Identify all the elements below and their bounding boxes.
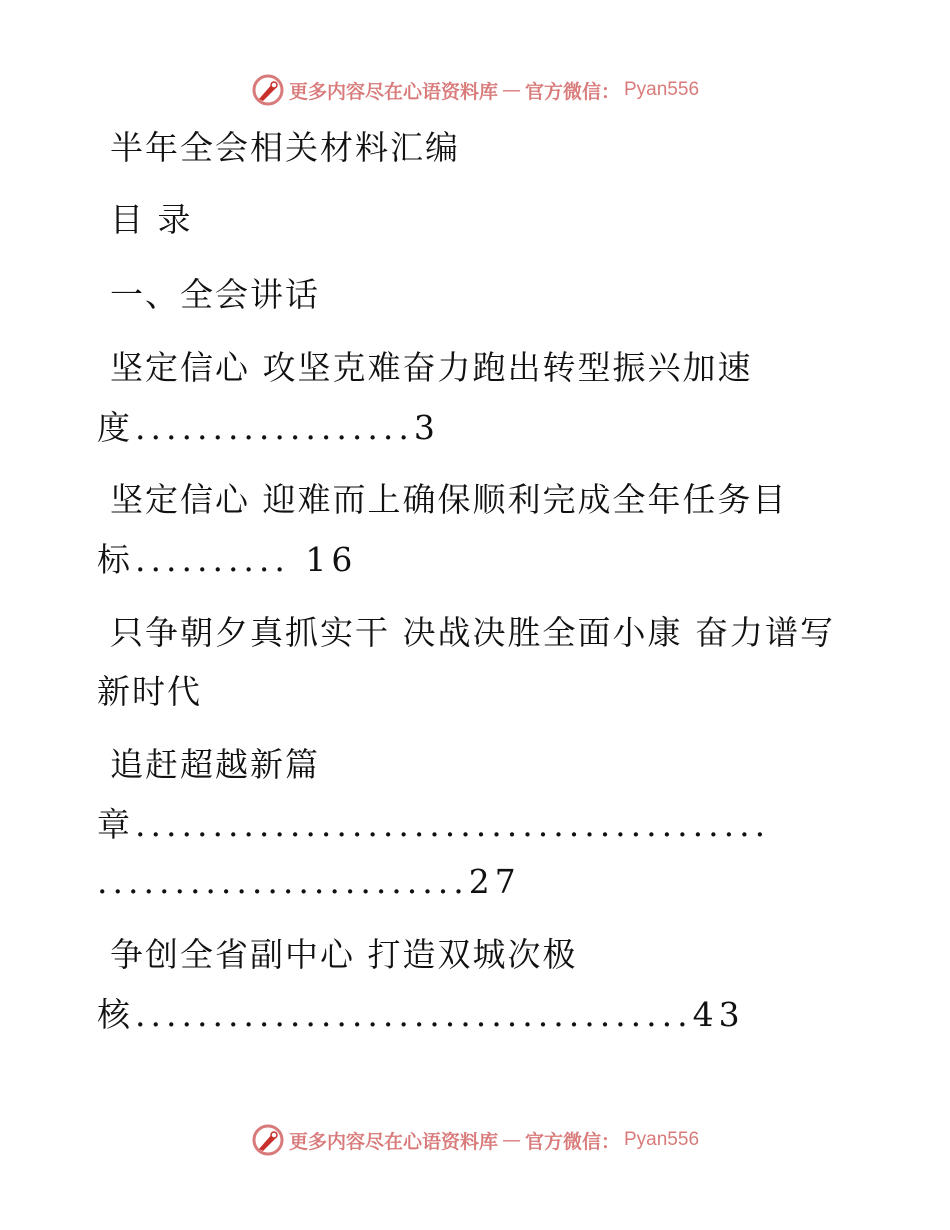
watermark-wechat-label: 官方微信：: [524, 1130, 620, 1153]
watermark-title: 更多内容尽在心语资料库: [288, 80, 498, 103]
toc-entry-4-line1: 追赶超越新篇: [110, 745, 320, 784]
toc-entry-1-line1: 坚定信心 攻坚克难奋力跑出转型振兴加速: [110, 348, 753, 387]
header-watermark: [0, 70, 950, 110]
toc-entry-4-line2: 章.........................................: [97, 805, 771, 844]
toc-entry-3-line1: 只争朝夕真抓实干 决战决胜全面小康 奋力谱写: [110, 613, 835, 652]
toc-entry-5-line1: 争创全省副中心 打造双城次极: [110, 935, 578, 974]
toc-entry-4-line3: ........................27: [97, 862, 521, 901]
watermark-separator: —: [501, 1129, 521, 1151]
toc-entry-1-line2: 度..................3: [97, 408, 440, 447]
toc-heading: 目 录: [110, 200, 193, 239]
watermark-separator: —: [501, 79, 521, 101]
watermark-wechat-id: Pyan556: [624, 79, 700, 100]
fountain-pen-logo-icon: [251, 73, 285, 107]
watermark-content: [251, 73, 699, 107]
toc-entry-5-line2: 核....................................43: [97, 995, 745, 1034]
section-heading: 一、全会讲话: [110, 275, 320, 314]
toc-entry-2-line1: 坚定信心 迎难而上确保顺利完成全年任务目: [110, 480, 788, 519]
watermark-wechat-id: Pyan556: [624, 1129, 700, 1150]
watermark-title: 更多内容尽在心语资料库: [288, 1130, 498, 1153]
toc-entry-2-line2: 标.......... 16: [97, 540, 358, 579]
document-title: 半年全会相关材料汇编: [110, 128, 460, 167]
fountain-pen-logo-icon: [251, 1123, 285, 1157]
watermark-content: [251, 1123, 699, 1157]
watermark-wechat-label: 官方微信：: [524, 80, 620, 103]
toc-entry-3-line2: 新时代: [97, 672, 202, 711]
footer-watermark: [0, 1120, 950, 1160]
